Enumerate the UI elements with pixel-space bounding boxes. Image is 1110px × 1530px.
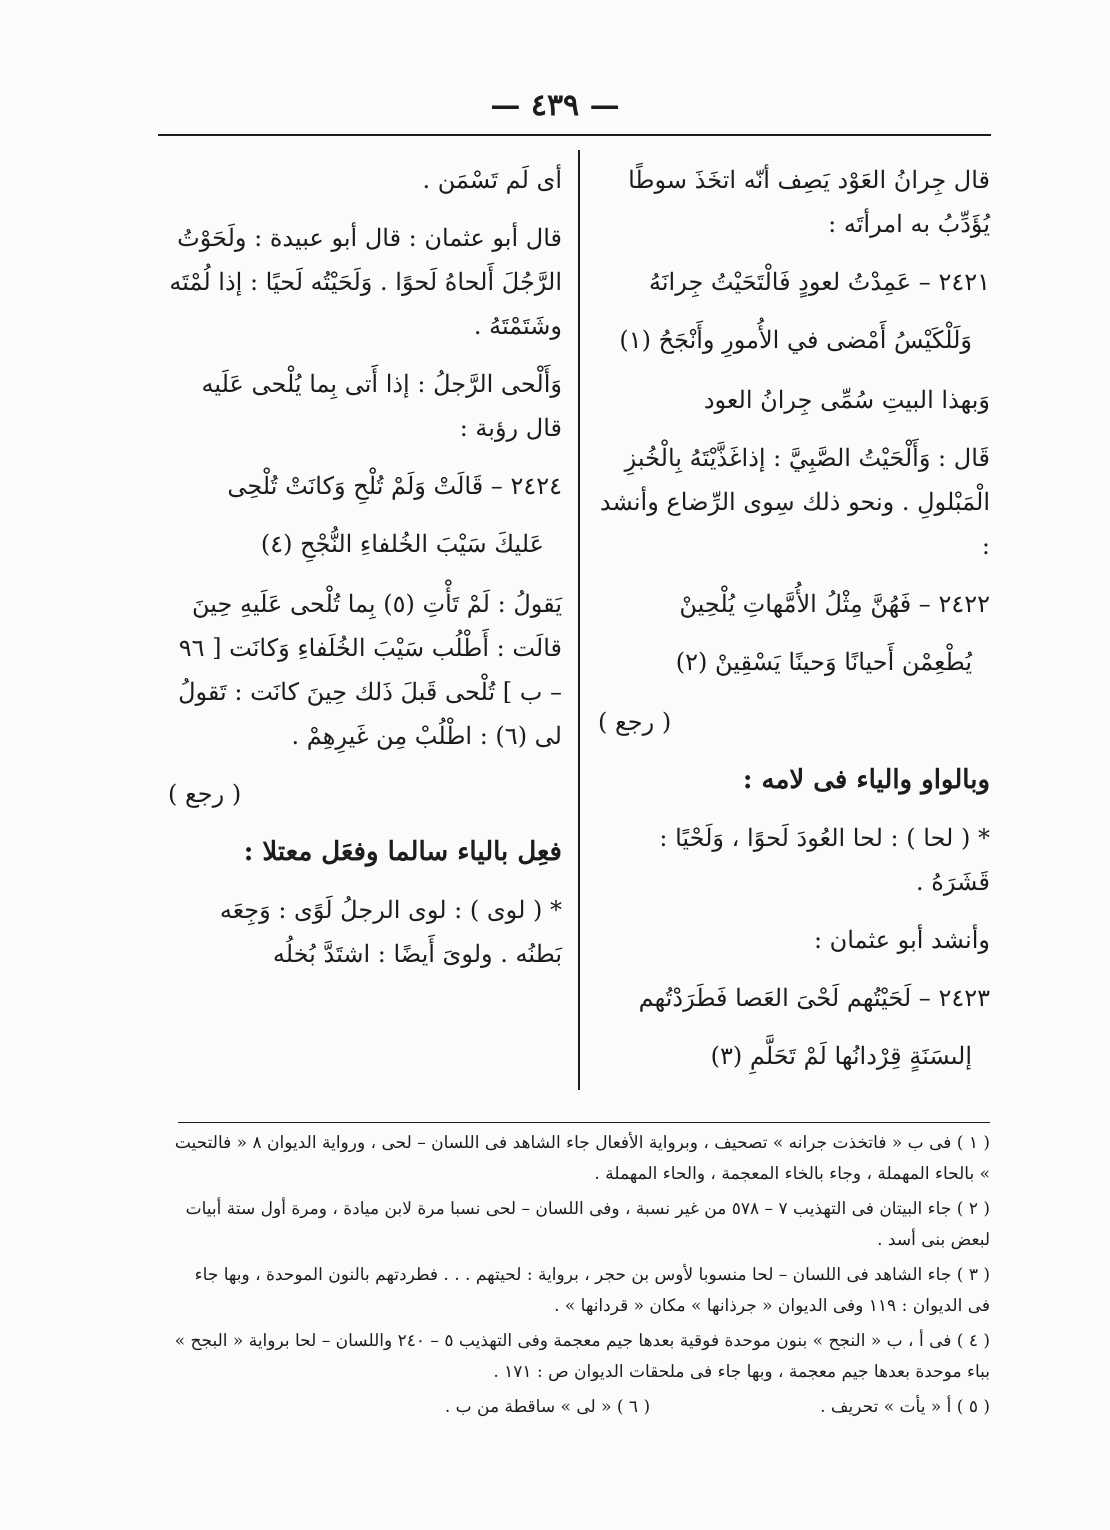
dictionary-entry: * ( لوى ) : لوى الرجلُ لَوًى : وَجِعَه بَطنُه . ولوىَ أَيضًا : اشتَدَّ بُخلُه (219, 896, 562, 968)
footnote-4: ( ٤ ) فى أ ، ب « النجح » بنون موحدة فوقية بعدها جيم معجمة وفى التهذيب ٥ – ٢٤٠ واللسان – لحا برواية « البجح » بباء موحدة بعدها جيم معجمة ، وبها جاء فى ملحقات الديوان ص : ١٧١ . (174, 1331, 990, 1382)
return-marker: ( رجع ) (168, 780, 242, 808)
paragraph: وَبهذا البيتِ سُمِّى جِرانُ العود (703, 386, 990, 414)
verse-line: عَليكَ سَيْبَ الخُلفاءِ النُّجْحِ (٤) (260, 530, 544, 558)
footnote-rule (178, 1122, 990, 1123)
verse-line: ٢٤٢٤ – قَالَتْ وَلَمْ تُلْحِ وَكانَتْ تُلْحِى (227, 472, 562, 500)
paragraph: يَقولُ : لَمْ تَأْتِ (٥) بِما تُلْحى عَلَيهِ حِينَ قالَت : أَطْلُب سَيْبَ الخُلَفاءِ وَكانَت [ ٩٦ – ب ] تُلْحى قَبلَ ذَلك حِينَ كانَت : تَقولُ لى (٦) : اطْلُبْ مِن غَيرِهِمْ . (178, 590, 562, 750)
footnote-1: ( ١ ) فى ب « فاتخذت جرانه » تصحيف ، وبرواية الأفعال جاء الشاهد فى اللسان – لحى ، ورواية الديوان ٨ « فالتحيت » بالحاء المهملة ، وجاء بالخاء المعجمة ، والحاء المهملة . (174, 1133, 990, 1184)
verse-line: إلىسَنَةٍ قِرْدانُها لَمْ تَحَلَّمِ (٣) (710, 1042, 972, 1070)
verse-2422 (598, 582, 990, 684)
return-marker: ( رجع ) (598, 708, 672, 736)
page-number: — ٤٣٩ — (490, 88, 620, 123)
verse-line: يُطْعِمْن أَحيانًا وَحينًا يَسْقِينْ (٢) (675, 648, 972, 676)
paragraph: قال أبو عثمان : قال أبو عبيدة : ولَحَوْتُ الرَّجُلَ أَلحاهُ لَحوًا . وَلَحَيْتُه لَحيًا : إذا لُمْتَه وشَتَمْتَهُ . (169, 224, 562, 340)
paragraph: أى لَم تَسْمَن . (422, 166, 562, 194)
verse-2421 (598, 260, 990, 362)
verse-2423 (598, 976, 990, 1078)
verse-line: وَلَلْكَيْسُ أَمْضى في الأُمورِ وأَنْجَحُ (١) (619, 326, 972, 354)
paragraph: وَأَلْحى الرَّجلُ : إذا أَتى بِما يُلْحى عَلَيه قال رؤبة : (201, 370, 562, 442)
verse-line: ٢٤٢٣ – لَحَيْتُهم لَحْىَ العَصا فَطَرَدْتُهم (638, 984, 990, 1012)
header-rule (158, 134, 991, 136)
footnotes (172, 1128, 990, 1423)
intro-text: قال جِرانُ العَوْد يَصِف أنّه اتخَذَ سوطًا يُؤَدِّبُ به امرأتَه : (628, 166, 990, 238)
footnote-6: ( ٦ ) « لى » ساقطة من ب . (444, 1397, 651, 1417)
section-heading: وبالواو والياء فى لامه : (742, 765, 990, 795)
footnote-5: ( ٥ ) أ « يأت » تحريف . (820, 1397, 990, 1417)
footnote-row (172, 1392, 990, 1423)
verse-line: ٢٤٢٢ – فَهُنَّ مِثْلُ الأُمَّهاتِ يُلْحِينْ (679, 590, 990, 618)
paragraph: قَال : وَأَلْحَيْتُ الصَّبِيَّ : إذاغَذَّيْتَهُ بِالْخُبزِ الْمَبْلولِ . ونحو ذلك سِوى الرِّضاع وأنشد : (599, 444, 990, 560)
paragraph: وأنشد أبو عثمان : (813, 926, 990, 954)
section-heading: فعِل بالياء سالما وفعَل معتلا : (243, 837, 562, 867)
verse-line: ٢٤٢١ – عَمِدْتُ لعودٍ فَالْتَحَيْتُ جِرانَهُ (648, 268, 990, 296)
verse-2424 (168, 464, 562, 566)
footnote-3: ( ٣ ) جاء الشاهد فى اللسان – لحا منسوبا لأوس بن حجر ، برواية : لحيتهم . . . فطردتهم بالنون الموحدة ، وبها جاء فى الديوان : ١١٩ وفى الديوان « جرذانها » مكان « قردانها » . (194, 1265, 990, 1316)
footnote-2: ( ٢ ) جاء البيتان فى التهذيب ٧ – ٥٧٨ من غير نسبة ، وفى اللسان – لحى نسبا مرة لابن ميادة ، ومرة أول ستة أبيات لبعض بنى أسد . (185, 1199, 990, 1250)
column-divider (578, 150, 580, 1090)
dictionary-entry: * ( لحا ) : لحا العُودَ لَحوًا ، وَلَحْيًا : قَشَرَهُ . (659, 824, 990, 896)
right-column (598, 158, 990, 1094)
left-column (168, 158, 562, 990)
